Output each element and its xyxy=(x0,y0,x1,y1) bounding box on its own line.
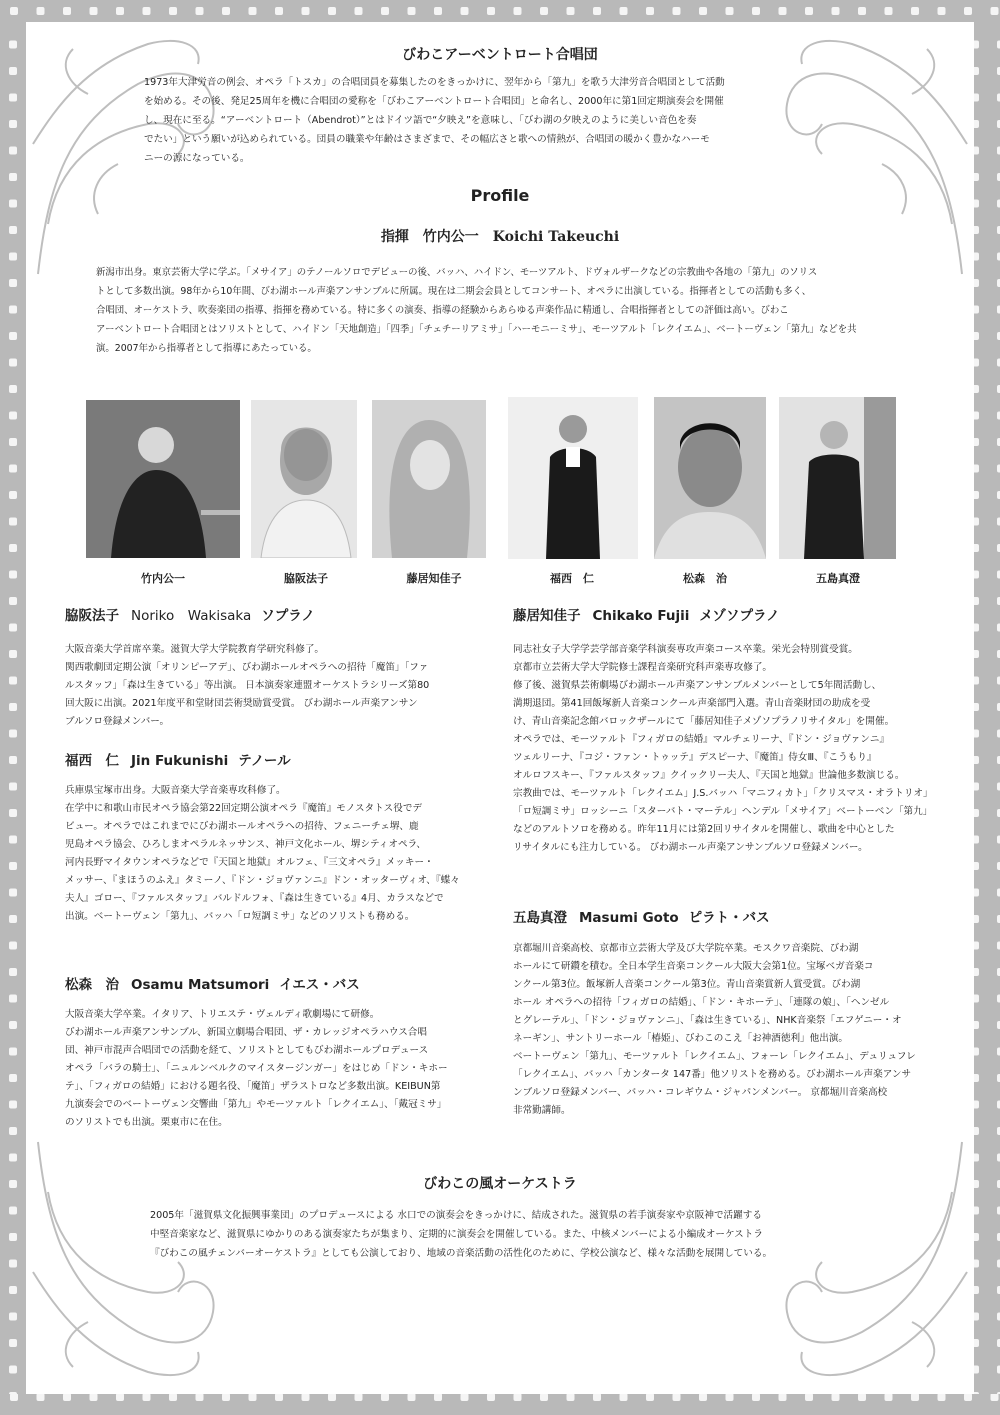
photo-goto xyxy=(779,397,896,559)
singer-name: 福西 仁 xyxy=(65,753,119,769)
text-line: 合唱団、オーケストラ、吹奏楽団の指導、指揮を務めている。特に多くの演奏、指導の経験からあらゆる声楽作品に精通し、合唱指揮者としての評価は高い。びわこ xyxy=(96,305,789,316)
text-line: ネーギン」、サントリーホール「椿姫」、びわこのこえ「お神酒徳利」他出演。 xyxy=(513,1033,849,1044)
text-line: ブルソロ登録メンバー。 xyxy=(65,716,170,727)
text-line: 『びわこの風チェンバーオーケストラ』としても公演しており、地域の音楽活動の活性化のために、学校公演など、様々な活動を展開している。 xyxy=(150,1248,773,1259)
text-line: し、現在に至る。“アーベントロート（Abendrot）”とはドイツ語で“夕映え”を意味し、「びわ湖の夕映えのように美しい音色を奏 xyxy=(144,115,697,126)
photo-fukunishi xyxy=(508,397,638,559)
text-line: リサイタルにも注力している。 びわ湖ホール声楽アンサンブルソロ登録メンバー。 xyxy=(513,842,868,853)
caption-fukunishi: 福西 仁 xyxy=(550,572,594,585)
orchestra-title: びわこの風オーケストラ xyxy=(423,1176,577,1192)
singer-part: イエス・バス xyxy=(279,977,360,993)
text-line: テ」、「フィガロの結婚」における題名役、「魔笛」ザラストロなど多数出演。KEIBUN第 xyxy=(65,1081,441,1092)
text-line: 演。2007年から指導者として指導にあたっている。 xyxy=(96,343,317,354)
goto-description xyxy=(513,940,953,1120)
text-line: ンブルソロ登録メンバー、バッハ・コレギウム・ジャパンメンバー。 京都堀川音楽高校 xyxy=(513,1087,888,1098)
orchestra-description xyxy=(150,1206,860,1263)
text-line: 1973年大津労音の例会、オペラ「トスカ」の合唱団員を募集したのをきっかけに、翌年から「第九」を歌う大津労音合唱団として活動 xyxy=(144,77,725,88)
caption-goto: 五島真澄 xyxy=(816,572,860,585)
text-line: を始める。その後、発足25周年を機に合唱団の愛称を「びわこアーベントロート合唱団」と命名し、2000年に第1回定期演奏会を開催 xyxy=(144,96,724,107)
text-line: 回大阪に出演。2021年度平和堂財団芸術奨励賞受賞。 びわ湖ホール声楽アンサン xyxy=(65,698,418,709)
text-line: 宗教曲では、モーツァルト「レクイエム」J.S.バッハ「マニフィカト」「クリスマス・オラトリオ」 xyxy=(513,788,933,799)
person-silhouette-icon xyxy=(508,397,638,559)
fukunishi-description xyxy=(65,782,490,926)
singer-name: 脇阪法子 xyxy=(65,608,119,624)
chorus-title: びわこアーベントロート合唱団 xyxy=(402,47,598,63)
person-silhouette-icon xyxy=(779,397,896,559)
wakisaka-name xyxy=(65,604,485,624)
text-line: のソリストでも出演。栗東市に在住。 xyxy=(65,1117,228,1128)
caption-wakisaka: 脇阪法子 xyxy=(284,572,328,585)
text-line: ルスタッフ」「森は生きている」等出演。 日本演奏家連盟オーケストラシリーズ第80 xyxy=(65,680,430,691)
text-line: 中堅音楽家など、滋賀県にゆかりのある演奏家たちが集まり、定期的に演奏会を開催している。また、中核メンバーによる小編成オーケストラ xyxy=(150,1229,763,1240)
singer-part: テノール xyxy=(238,753,291,769)
fujii-description xyxy=(513,641,953,857)
fujii-name xyxy=(513,604,933,624)
text-line: 夫人』ゴロー、『ファルスタッフ』バルドルフォ、『森は生きている』4月、カラスなどで xyxy=(65,893,444,904)
text-line: 出演。ベートーヴェン「第九」、バッハ「ロ短調ミサ」などのソリストも務める。 xyxy=(65,911,415,922)
text-line: 同志社女子大学学芸学部音楽学科演奏専攻声楽コース卒業。栄光会特別賞受賞。 xyxy=(513,644,858,655)
profile-heading: Profile xyxy=(470,186,530,205)
text-line: 京都市立芸術大学大学院修士課程音楽研究科声楽専攻修了。 xyxy=(513,662,773,673)
singer-part: ソプラノ xyxy=(261,608,315,624)
chorus-description xyxy=(144,73,864,168)
text-line: け、青山音楽記念館バロックザールにて「藤居知佳子メゾソプラノリサイタル」を開催。 xyxy=(513,716,895,727)
singer-name: 五島真澄 xyxy=(513,910,567,926)
singer-roman-name: Masumi Goto xyxy=(579,910,679,926)
text-line: オペラ「バラの騎士」、「ニュルンベルクのマイスタージンガー」をはじめ「ドン・キホー xyxy=(65,1063,448,1074)
photo-wakisaka xyxy=(251,400,357,558)
singer-roman-name: Chikako Fujii xyxy=(592,608,690,624)
text-line: 団、神戸市混声合唱団での活動を経て、ソリストとしてもびわ湖ホールプロデュース xyxy=(65,1045,429,1056)
text-line: 修了後、滋賀県芸術劇場びわ湖ホール声楽アンサンブルメンバーとして5年間活動し、 xyxy=(513,680,882,691)
text-line: でたい」という願いが込められている。団員の職業や年齢はさまざまで、その幅広さと歌への情熱が、合唱団の暖かく豊かなハーモ xyxy=(144,134,710,145)
wakisaka-description xyxy=(65,641,490,731)
text-line: ホールにて研鑽を積む。全日本学生音楽コンクール大阪大会第1位。宝塚ベガ音楽コ xyxy=(513,961,874,972)
goto-name xyxy=(513,906,933,926)
caption-takeuchi: 竹内公一 xyxy=(141,572,185,585)
matsumori-description xyxy=(65,1006,490,1132)
text-line: 新潟市出身。東京芸術大学に学ぶ。「メサイア」のテノールソロでデビューの後、バッハ、ハイドン、モーツアルト、ドヴォルザークなどの宗教曲や各地の「第九」のソリス xyxy=(96,267,818,278)
text-line: 満期退団。第41回飯塚新人音楽コンクール声楽部門入選。青山音楽財団の助成を受 xyxy=(513,698,871,709)
text-line: 2005年「滋賀県文化振興事業団」のプロデュースによる 水口での演奏会をきっかけに、結成された。滋賀県の若手演奏家や京阪神で活躍する xyxy=(150,1210,762,1221)
text-line: 河内長野マイタウンオペラなどで『天国と地獄』オルフェ、『三文オペラ』メッキー・ xyxy=(65,857,434,868)
text-line: 非常勤講師。 xyxy=(513,1105,571,1116)
text-line: 兵庫県宝塚市出身。大阪音楽大学音楽専攻科修了。 xyxy=(65,785,286,796)
conductor-description xyxy=(96,263,916,358)
person-silhouette-icon xyxy=(372,400,486,558)
text-line: オペラでは、モーツァルト『フィガロの結婚』マルチェリーナ、『ドン・ジョヴァンニ』 xyxy=(513,734,890,745)
photo-takeuchi xyxy=(86,400,240,558)
text-line: ニーの源になっている。 xyxy=(144,153,250,164)
text-line: 大阪音楽大学卒業。イタリア、トリエステ・ヴェルディ歌劇場にて研修。 xyxy=(65,1009,380,1020)
singer-roman-name: Noriko Wakisaka xyxy=(131,608,252,624)
photo-matsumori xyxy=(654,397,766,559)
text-line: びわ湖ホール声楽アンサンブル、新国立劇場合唱団、ザ・カレッジオペラハウス合唱 xyxy=(65,1027,427,1038)
matsumori-name xyxy=(65,973,485,993)
text-line: ベートーヴェン「第九」、モーツァルト「レクイエム」、フォーレ「レクイエム」、デュリュフレ xyxy=(513,1051,916,1062)
text-line: 関西歌劇団定期公演「オリンピーアデ」、びわ湖ホールオペラへの招待「魔笛」「ファ xyxy=(65,662,429,673)
text-line: とグレーテル」、「ドン・ジョヴァンニ」、「森は生きている」、NHK音楽祭「エフゲニー・オ xyxy=(513,1015,902,1026)
text-line: ビュー。オペラではこれまでにびわ湖ホールオペラへの招待、フェニーチェ堺、鹿 xyxy=(65,821,419,832)
text-line: オルロフスキー、『ファルスタッフ』クイックリー夫人、『天国と地獄』世論他多数演じる。 xyxy=(513,770,905,781)
singer-name: 松森 治 xyxy=(65,977,119,993)
text-line: 「ロ短調ミサ」ロッシーニ「スターバト・マーテル」ヘンデル「メサイア」ベートーベン「第九」 xyxy=(513,806,933,817)
person-silhouette-icon xyxy=(654,397,766,559)
text-line: 九演奏会でのベートーヴェン交響曲「第九」やモーツァルト「レクイエム」、「戴冠ミサ」 xyxy=(65,1099,447,1110)
text-line: 在学中に和歌山市民オペラ協会第22回定期公演オペラ『魔笛』モノスタトス役でデ xyxy=(65,803,423,814)
text-line: アーベントロート合唱団とはソリストとして、ハイドン「天地創造」「四季」「チェチーリアミサ」「ハーモニーミサ」、モーツアルト「レクイエム」、ベートーヴェン「第九」などを共 xyxy=(96,324,857,335)
singer-roman-name: Osamu Matsumori xyxy=(131,977,270,993)
text-line: 京都堀川音楽高校、京都市立芸術大学及び大学院卒業。モスクワ音楽院、びわ湖 xyxy=(513,943,859,954)
text-line: などのアルトソロを務める。昨年11月には第2回リサイタルを開催し、歌曲を中心とした xyxy=(513,824,895,835)
singer-name: 藤居知佳子 xyxy=(513,608,581,624)
person-silhouette-icon xyxy=(251,400,357,558)
fukunishi-name xyxy=(65,749,485,769)
text-line: 児島オペラ協会、ひろしまオペラルネッサンス、神戸文化ホール、堺シティオペラ、 xyxy=(65,839,427,850)
caption-matsumori: 松森 治 xyxy=(683,572,727,585)
photo-fujii xyxy=(372,400,486,558)
text-line: トとして多数出演。98年から10年間、びわ湖ホール声楽アンサンブルに所属。現在は二期会会員としてコンサート、オペラに出演している。指揮者としての活動も多く、 xyxy=(96,286,812,297)
singer-roman-name: Jin Fukunishi xyxy=(131,753,229,769)
person-silhouette-icon xyxy=(86,400,240,558)
singer-part: メゾソプラノ xyxy=(699,608,780,624)
singer-part: ピラト・バス xyxy=(688,910,770,926)
text-line: ホール オペラへの招待「フィガロの結婚」、「ドン・キホーテ」、「連隊の娘」、「ヘンゼル xyxy=(513,997,890,1008)
text-line: ツェルリーナ、『コジ・ファン・トゥッテ』デスピーナ、『魔笛』侍女Ⅲ、『こうもり』 xyxy=(513,752,877,763)
text-line: 大阪音楽大学首席卒業。滋賀大学大学院教育学研究科修了。 xyxy=(65,644,325,655)
caption-fujii: 藤居知佳子 xyxy=(406,572,462,585)
text-line: 「レクイエム」、バッハ「カンタータ 147番」他ソリストを務める。びわ湖ホール声楽アンサ xyxy=(513,1069,912,1080)
text-line: メッサー、『まほうのふえ』タミーノ、『ドン・ジョヴァンニ』ドン・オッターヴィオ、『蝶々 xyxy=(65,875,460,886)
text-line: ンクール第3位。飯塚新人音楽コンクール第3位。青山音楽賞新人賞受賞。びわ湖 xyxy=(513,979,861,990)
conductor-heading: 指揮 竹内公一 Koichi Takeuchi xyxy=(380,229,620,245)
